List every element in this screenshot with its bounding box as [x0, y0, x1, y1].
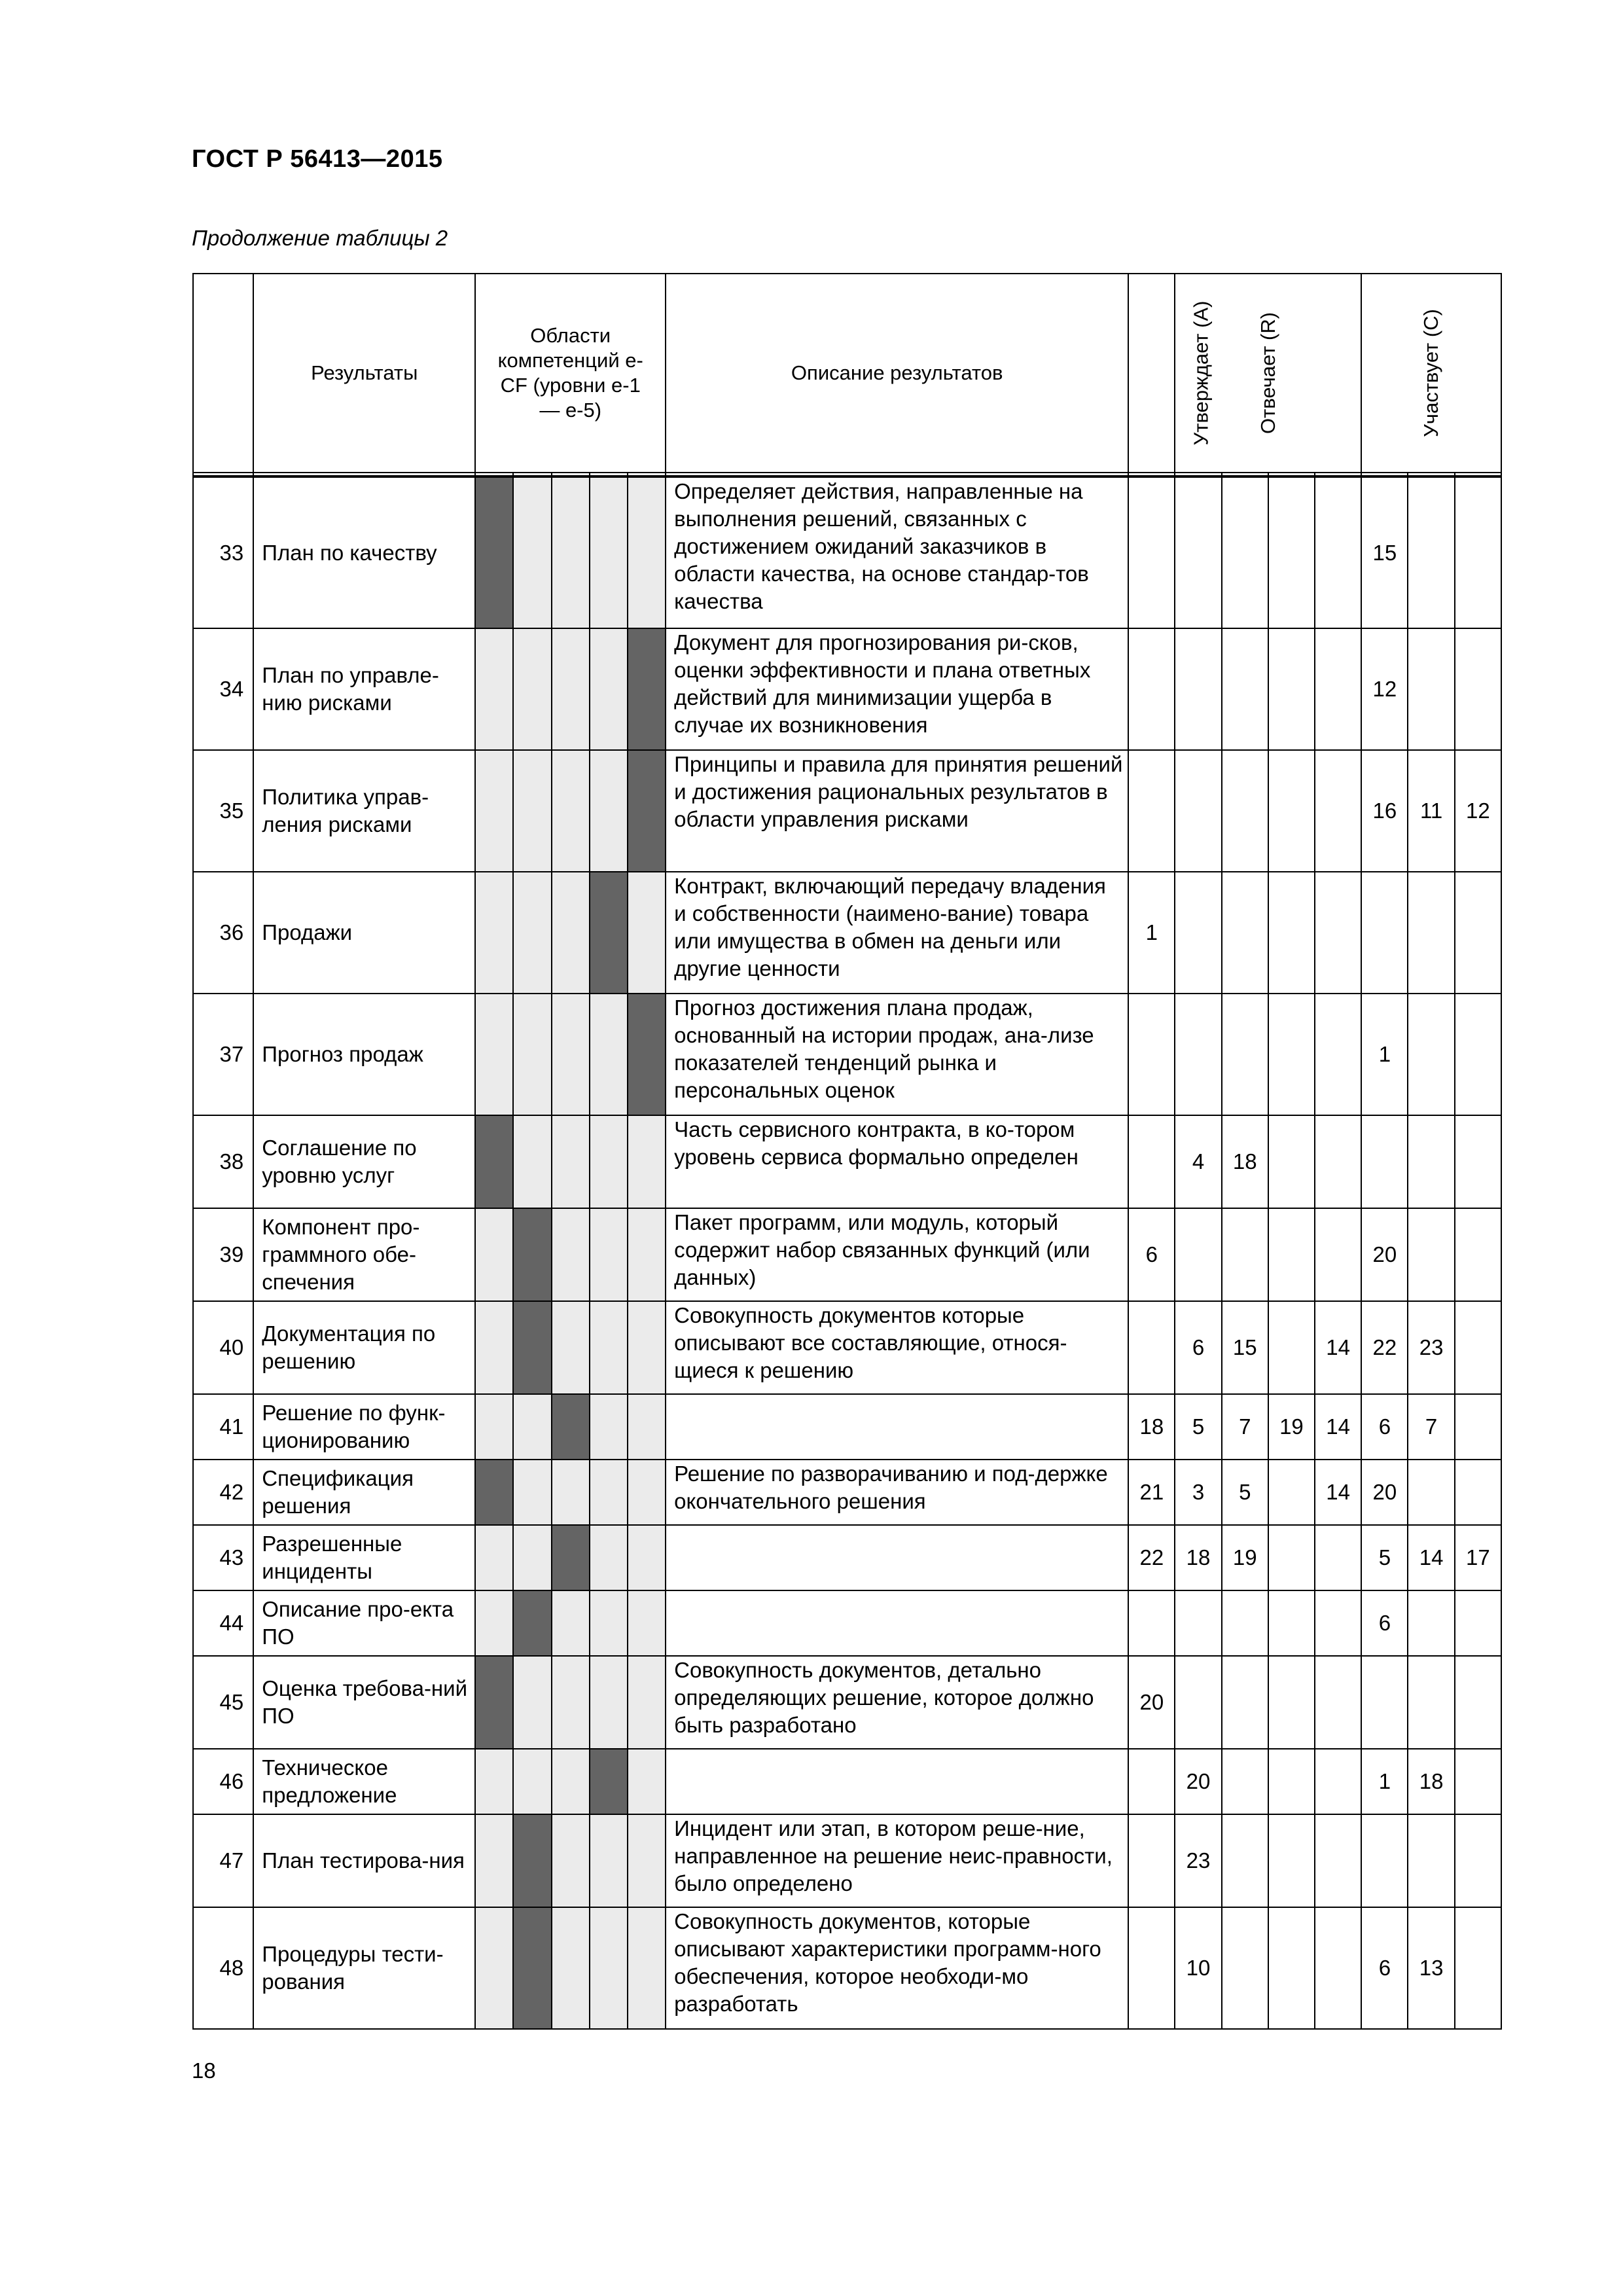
responsible-value — [1268, 1814, 1315, 1907]
responsible-value — [1268, 872, 1315, 994]
responsible-value — [1175, 1656, 1221, 1749]
result-name: Спецификация решения — [253, 1460, 475, 1525]
result-name: Политика управ-ления рисками — [253, 750, 475, 872]
ecf-level-cell — [628, 1115, 666, 1208]
result-description — [666, 1394, 1128, 1460]
participates-value: 15 — [1361, 476, 1408, 628]
responsible-value: 18 — [1222, 1115, 1268, 1208]
responsible-value: 19 — [1268, 1394, 1315, 1460]
responsible-value — [1268, 994, 1315, 1115]
participates-value: 12 — [1361, 628, 1408, 750]
result-name: Описание про-екта ПО — [253, 1590, 475, 1656]
participates-value — [1455, 1301, 1501, 1394]
responsible-value — [1268, 1301, 1315, 1394]
approves-value: 22 — [1128, 1525, 1175, 1590]
participates-value — [1361, 1656, 1408, 1749]
table-row — [193, 628, 1501, 750]
responsible-value: 7 — [1222, 1394, 1268, 1460]
participates-value: 5 — [1361, 1525, 1408, 1590]
ecf-level-cell — [628, 1749, 666, 1814]
participates-value: 20 — [1361, 1460, 1408, 1525]
ecf-level-cell — [590, 1814, 628, 1907]
responsible-value — [1175, 750, 1221, 872]
ecf-level-cell — [552, 1656, 590, 1749]
responsible-value — [1315, 750, 1361, 872]
ecf-level-cell — [552, 1749, 590, 1814]
approves-value — [1128, 1749, 1175, 1814]
ecf-level-cell — [590, 476, 628, 628]
row-number: 35 — [193, 750, 253, 872]
ecf-level-cell — [628, 1590, 666, 1656]
responsible-value — [1315, 1907, 1361, 2029]
ecf-level-cell — [628, 1301, 666, 1394]
ecf-level-cell — [590, 1394, 628, 1460]
responsible-value — [1315, 1525, 1361, 1590]
result-name: Процедуры тести-рования — [253, 1907, 475, 2029]
participates-value — [1455, 872, 1501, 994]
ecf-level-marker — [475, 1460, 513, 1525]
responsible-value — [1175, 476, 1221, 628]
row-number: 48 — [193, 1907, 253, 2029]
table-body — [193, 476, 1501, 2029]
approves-value — [1128, 476, 1175, 628]
result-description: Совокупность документов которые описывают все составляющие, относя-щиеся к решению — [666, 1301, 1128, 1394]
responsible-value: 10 — [1175, 1907, 1221, 2029]
participates-value: 23 — [1408, 1301, 1454, 1394]
table-row — [193, 1907, 1501, 2029]
ecf-level-marker — [513, 1590, 551, 1656]
responsible-value: 5 — [1175, 1394, 1221, 1460]
participates-value: 6 — [1361, 1590, 1408, 1656]
participates-value: 17 — [1455, 1525, 1501, 1590]
results-table — [192, 273, 1502, 2030]
ecf-level-cell — [513, 1749, 551, 1814]
responsible-value: 14 — [1315, 1460, 1361, 1525]
responsible-value — [1315, 1814, 1361, 1907]
ecf-level-marker — [475, 476, 513, 628]
ecf-level-cell — [475, 1208, 513, 1301]
result-description: Принципы и правила для принятия решений и достижения рациональных результатов в области управления рисками — [666, 750, 1128, 872]
participates-value: 12 — [1455, 750, 1501, 872]
ecf-level-marker — [628, 994, 666, 1115]
header-participates-label: Участвует (С) — [1419, 309, 1443, 437]
responsible-value — [1315, 1656, 1361, 1749]
participates-value — [1408, 872, 1454, 994]
header-approves-label: Утверждает (А) — [1189, 300, 1213, 446]
result-description: Инцидент или этап, в котором реше-ние, направленное на решение неис-правности, было определено — [666, 1814, 1128, 1907]
ecf-level-cell — [628, 1656, 666, 1749]
result-name: Техническое предложение — [253, 1749, 475, 1814]
participates-value — [1455, 1394, 1501, 1460]
ecf-level-cell — [552, 476, 590, 628]
ecf-level-cell — [590, 1301, 628, 1394]
responsible-value — [1268, 1656, 1315, 1749]
ecf-level-cell — [475, 750, 513, 872]
table-row — [193, 1301, 1501, 1394]
result-description: Определяет действия, направленные на выполнения решений, связанных с достижением ожиданий заказчиков в области качества, на основе стандар-тов качества — [666, 476, 1128, 628]
table-caption: Продолжение таблицы 2 — [192, 226, 448, 250]
header-approves — [1128, 274, 1213, 473]
ecf-level-cell — [628, 1394, 666, 1460]
participates-value: 1 — [1361, 1749, 1408, 1814]
participates-value — [1455, 476, 1501, 628]
participates-value — [1455, 994, 1501, 1115]
participates-value — [1455, 1814, 1501, 1907]
responsible-value — [1315, 628, 1361, 750]
ecf-level-cell — [513, 1656, 551, 1749]
responsible-value: 14 — [1315, 1394, 1361, 1460]
table-container — [192, 273, 1502, 2034]
responsible-value: 15 — [1222, 1301, 1268, 1394]
ecf-level-cell — [513, 994, 551, 1115]
approves-value — [1128, 1301, 1175, 1394]
participates-value — [1408, 628, 1454, 750]
ecf-level-cell — [475, 994, 513, 1115]
participates-value: 22 — [1361, 1301, 1408, 1394]
approves-value — [1128, 1115, 1175, 1208]
ecf-level-marker — [513, 1301, 551, 1394]
ecf-level-cell — [513, 1115, 551, 1208]
approves-value: 21 — [1128, 1460, 1175, 1525]
result-name: План по управле-нию рисками — [253, 628, 475, 750]
result-name: Решение по функ-ционированию — [253, 1394, 475, 1460]
participates-value: 13 — [1408, 1907, 1454, 2029]
ecf-level-cell — [513, 628, 551, 750]
participates-value: 18 — [1408, 1749, 1454, 1814]
participates-value: 1 — [1361, 994, 1408, 1115]
ecf-level-cell — [552, 1814, 590, 1907]
ecf-level-marker — [475, 1656, 513, 1749]
responsible-value — [1222, 1590, 1268, 1656]
table-row — [193, 1460, 1501, 1525]
responsible-value — [1222, 1907, 1268, 2029]
ecf-level-cell — [590, 1460, 628, 1525]
participates-value — [1455, 1907, 1501, 2029]
participates-value — [1408, 1814, 1454, 1907]
responsible-value — [1315, 1208, 1361, 1301]
approves-value: 20 — [1128, 1656, 1175, 1749]
ecf-level-cell — [628, 1525, 666, 1590]
participates-value — [1455, 1208, 1501, 1301]
table-row — [193, 750, 1501, 872]
participates-value — [1408, 1590, 1454, 1656]
ecf-level-marker — [475, 1115, 513, 1208]
participates-value — [1408, 1208, 1454, 1301]
row-number: 47 — [193, 1814, 253, 1907]
responsible-value — [1268, 476, 1315, 628]
responsible-value — [1175, 628, 1221, 750]
result-description: Совокупность документов, детально определяющих решение, которое должно быть разработано — [666, 1656, 1128, 1749]
approves-value — [1128, 1590, 1175, 1656]
participates-value — [1455, 1656, 1501, 1749]
responsible-value — [1222, 1749, 1268, 1814]
responsible-value — [1268, 1208, 1315, 1301]
table-row — [193, 994, 1501, 1115]
result-description — [666, 1590, 1128, 1656]
ecf-level-cell — [552, 994, 590, 1115]
responsible-value — [1315, 1749, 1361, 1814]
row-number: 46 — [193, 1749, 253, 1814]
row-number: 34 — [193, 628, 253, 750]
responsible-value: 14 — [1315, 1301, 1361, 1394]
ecf-level-cell — [552, 1907, 590, 2029]
ecf-level-cell — [590, 1907, 628, 2029]
row-number: 44 — [193, 1590, 253, 1656]
table-row — [193, 1814, 1501, 1907]
ecf-level-cell — [475, 1394, 513, 1460]
ecf-level-cell — [590, 994, 628, 1115]
row-number: 41 — [193, 1394, 253, 1460]
ecf-level-cell — [475, 872, 513, 994]
participates-value: 7 — [1408, 1394, 1454, 1460]
row-number: 43 — [193, 1525, 253, 1590]
participates-value: 16 — [1361, 750, 1408, 872]
participates-value: 14 — [1408, 1525, 1454, 1590]
ecf-level-cell — [552, 750, 590, 872]
header-responsible-label: Отвечает (R) — [1256, 312, 1279, 435]
participates-value — [1408, 476, 1454, 628]
approves-value — [1128, 1814, 1175, 1907]
responsible-value — [1175, 994, 1221, 1115]
ecf-level-cell — [590, 1208, 628, 1301]
ecf-level-cell — [590, 1656, 628, 1749]
responsible-value: 20 — [1175, 1749, 1221, 1814]
ecf-level-marker — [552, 1525, 590, 1590]
participates-value — [1361, 1115, 1408, 1208]
responsible-value — [1315, 476, 1361, 628]
approves-value: 18 — [1128, 1394, 1175, 1460]
ecf-level-cell — [475, 1525, 513, 1590]
participates-value — [1455, 1749, 1501, 1814]
table-row — [193, 476, 1501, 628]
row-number: 42 — [193, 1460, 253, 1525]
result-name: Оценка требова-ний ПО — [253, 1656, 475, 1749]
responsible-value — [1222, 628, 1268, 750]
responsible-value: 4 — [1175, 1115, 1221, 1208]
ecf-level-cell — [628, 1460, 666, 1525]
responsible-value — [1268, 1525, 1315, 1590]
responsible-value — [1222, 872, 1268, 994]
result-name: Соглашение по уровню услуг — [253, 1115, 475, 1208]
responsible-value — [1268, 1907, 1315, 2029]
result-description: Совокупность документов, которые описывают характеристики программ-ного обеспечения, которое необходи-мо разработать — [666, 1907, 1128, 2029]
result-name: Прогноз продаж — [253, 994, 475, 1115]
ecf-level-cell — [513, 476, 551, 628]
approves-value — [1128, 628, 1175, 750]
row-number: 45 — [193, 1656, 253, 1749]
ecf-level-cell — [475, 1749, 513, 1814]
table-row — [193, 1656, 1501, 1749]
responsible-value — [1222, 1656, 1268, 1749]
approves-value — [1128, 1907, 1175, 2029]
ecf-level-cell — [590, 1525, 628, 1590]
responsible-value — [1315, 1115, 1361, 1208]
participates-value — [1361, 1814, 1408, 1907]
result-description: Решение по разворачиванию и под-держке окончательного решения — [666, 1460, 1128, 1525]
responsible-value — [1268, 1460, 1315, 1525]
ecf-level-cell — [513, 1394, 551, 1460]
row-number: 33 — [193, 476, 253, 628]
result-description: Часть сервисного контракта, в ко-тором уровень сервиса формально определен — [666, 1115, 1128, 1208]
header-number — [193, 274, 253, 473]
ecf-level-cell — [552, 1460, 590, 1525]
ecf-level-cell — [552, 1301, 590, 1394]
row-number: 39 — [193, 1208, 253, 1301]
result-description — [666, 1749, 1128, 1814]
ecf-level-cell — [513, 1460, 551, 1525]
participates-value — [1455, 1460, 1501, 1525]
row-number: 36 — [193, 872, 253, 994]
participates-value: 6 — [1361, 1907, 1408, 2029]
responsible-value — [1222, 476, 1268, 628]
result-description: Документ для прогнозирования ри-сков, оценки эффективности и плана ответных действий для минимизации ущерба в случае их возникновения — [666, 628, 1128, 750]
ecf-level-cell — [475, 1301, 513, 1394]
ecf-level-cell — [552, 1115, 590, 1208]
responsible-value: 18 — [1175, 1525, 1221, 1590]
table-row — [193, 1590, 1501, 1656]
approves-value — [1128, 750, 1175, 872]
header-ecf-label: Области компетенций e-CF (уровни е-1 — е-5) — [497, 324, 643, 422]
result-description: Прогноз достижения плана продаж, основанный на истории продаж, ана-лизе показателей тенденций рынка и персональных оценок — [666, 994, 1128, 1115]
responsible-value — [1222, 994, 1268, 1115]
ecf-level-marker — [628, 750, 666, 872]
responsible-value: 19 — [1222, 1525, 1268, 1590]
responsible-value: 6 — [1175, 1301, 1221, 1394]
ecf-level-marker — [513, 1208, 551, 1301]
table-row — [193, 1394, 1501, 1460]
ecf-level-cell — [513, 750, 551, 872]
responsible-value — [1268, 628, 1315, 750]
responsible-value: 5 — [1222, 1460, 1268, 1525]
responsible-value — [1222, 1208, 1268, 1301]
ecf-level-marker — [513, 1814, 551, 1907]
responsible-value — [1175, 1208, 1221, 1301]
participates-value: 11 — [1408, 750, 1454, 872]
ecf-level-cell — [552, 1208, 590, 1301]
responsible-value — [1268, 1749, 1315, 1814]
participates-value — [1455, 1590, 1501, 1656]
ecf-level-cell — [513, 1525, 551, 1590]
result-name: Продажи — [253, 872, 475, 994]
table-header — [193, 274, 1501, 476]
ecf-level-cell — [552, 872, 590, 994]
participates-value — [1408, 1656, 1454, 1749]
ecf-level-cell — [475, 1814, 513, 1907]
ecf-level-cell — [590, 1115, 628, 1208]
ecf-level-marker — [552, 1394, 590, 1460]
ecf-level-cell — [475, 1590, 513, 1656]
ecf-level-cell — [590, 628, 628, 750]
responsible-value: 23 — [1175, 1814, 1221, 1907]
ecf-level-cell — [590, 1590, 628, 1656]
responsible-value — [1175, 872, 1221, 994]
ecf-level-marker — [590, 1749, 628, 1814]
approves-value: 6 — [1128, 1208, 1175, 1301]
table-row — [193, 1208, 1501, 1301]
responsible-value — [1222, 1814, 1268, 1907]
result-name: Компонент про-граммного обе-спечения — [253, 1208, 475, 1301]
responsible-value — [1315, 872, 1361, 994]
ecf-level-cell — [628, 1814, 666, 1907]
row-number: 40 — [193, 1301, 253, 1394]
participates-value — [1455, 1115, 1501, 1208]
header-results: Результаты — [253, 274, 475, 473]
result-name: Разрешенные инциденты — [253, 1525, 475, 1590]
ecf-level-marker — [590, 872, 628, 994]
page-number: 18 — [192, 2058, 216, 2083]
ecf-level-marker — [628, 628, 666, 750]
approves-value: 1 — [1128, 872, 1175, 994]
ecf-level-cell — [552, 628, 590, 750]
ecf-level-cell — [552, 1590, 590, 1656]
result-description — [666, 1525, 1128, 1590]
table-row — [193, 1749, 1501, 1814]
participates-value — [1408, 994, 1454, 1115]
participates-value: 20 — [1361, 1208, 1408, 1301]
responsible-value — [1268, 1590, 1315, 1656]
table-row — [193, 1115, 1501, 1208]
ecf-level-cell — [628, 872, 666, 994]
responsible-value — [1268, 1115, 1315, 1208]
ecf-level-cell — [628, 476, 666, 628]
result-description: Контракт, включающий передачу владения и собственности (наимено-вание) товара или имущества в обмен на деньги или другие ценности — [666, 872, 1128, 994]
table-row — [193, 872, 1501, 994]
responsible-value — [1315, 994, 1361, 1115]
result-description: Пакет программ, или модуль, который содержит набор связанных функций (или данных) — [666, 1208, 1128, 1301]
ecf-level-cell — [475, 628, 513, 750]
result-name: Документация по решению — [253, 1301, 475, 1394]
participates-value — [1408, 1460, 1454, 1525]
participates-value — [1455, 628, 1501, 750]
participates-value — [1361, 872, 1408, 994]
ecf-level-cell — [475, 1907, 513, 2029]
responsible-value: 3 — [1175, 1460, 1221, 1525]
table-row — [193, 1525, 1501, 1590]
responsible-value — [1268, 750, 1315, 872]
header-description: Описание результатов — [666, 274, 1128, 473]
ecf-level-cell — [590, 750, 628, 872]
approves-value — [1128, 994, 1175, 1115]
responsible-value — [1222, 750, 1268, 872]
ecf-level-marker — [513, 1907, 551, 2029]
responsible-value — [1315, 1590, 1361, 1656]
responsible-value — [1175, 1590, 1221, 1656]
result-name: План тестирова-ния — [253, 1814, 475, 1907]
header-ecf-areas — [475, 274, 666, 473]
row-number: 38 — [193, 1115, 253, 1208]
participates-value — [1408, 1115, 1454, 1208]
ecf-level-cell — [513, 872, 551, 994]
result-name: План по качеству — [253, 476, 475, 628]
ecf-level-cell — [628, 1907, 666, 2029]
participates-value: 6 — [1361, 1394, 1408, 1460]
document-header: ГОСТ Р 56413—2015 — [192, 145, 443, 173]
row-number: 37 — [193, 994, 253, 1115]
header-participates — [1361, 274, 1501, 473]
ecf-level-cell — [628, 1208, 666, 1301]
